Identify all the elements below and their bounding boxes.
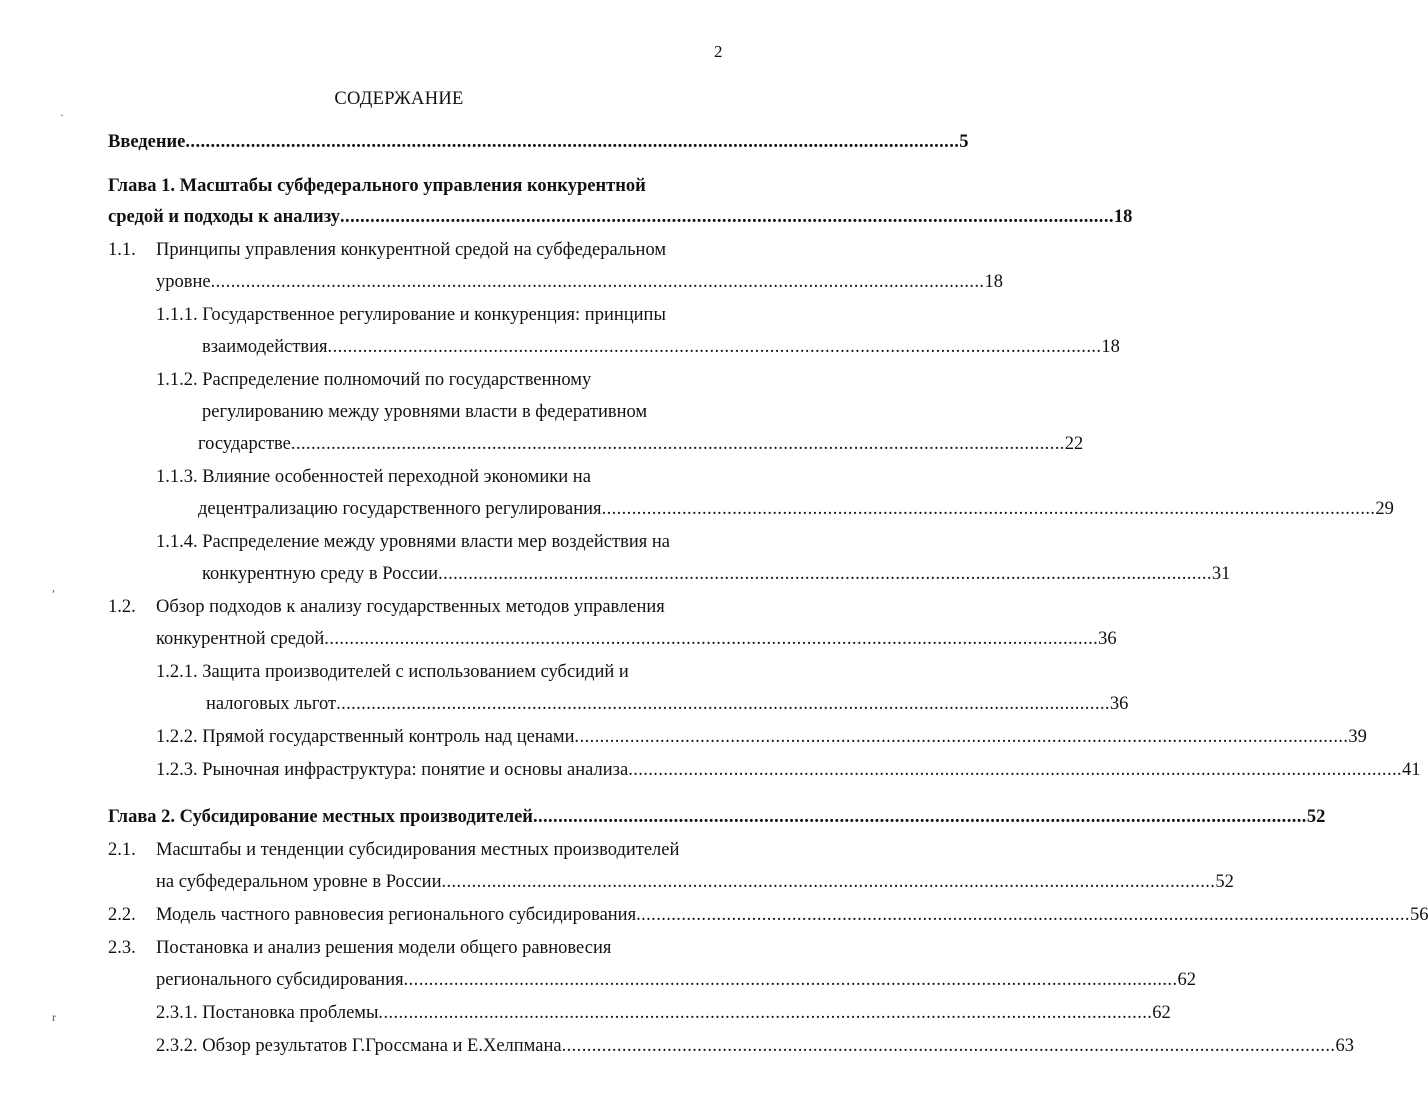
toc-entry-2-3-1[interactable]: 2.3.1. Постановка проблемы .......................................................................................................................................................... 62 <box>156 1003 1171 1023</box>
section-number: 1.2. <box>108 597 136 617</box>
dot-leader: .......................................................................................................................................................... <box>441 872 1216 892</box>
toc-entry-1-1[interactable]: уровне .......................................................................................................................................................... 18 <box>156 272 1003 292</box>
toc-section-1-1-2-title: 1.1.2. Распределение полномочий по государственному <box>156 370 592 390</box>
toc-entry-chapter-2[interactable]: Глава 2. Субсидирование местных производителей .......................................................................................................................................................... 52 <box>108 807 1326 827</box>
toc-entry-1-1-4[interactable]: конкурентную среду в России .......................................................................................................................................................... 31 <box>202 564 1231 584</box>
toc-section-1-2-1-title: 1.2.1. Защита производителей с использованием субсидий и <box>156 662 629 682</box>
page-title: СОДЕРЖАНИЕ <box>334 89 464 109</box>
toc-section-1-1-3-title: 1.1.3. Влияние особенностей переходной экономики на <box>156 467 591 487</box>
section-number: 1.1. <box>108 240 136 260</box>
toc-entry-chapter-1[interactable]: средой и подходы к анализу .......................................................................................................................................................... 18 <box>108 207 1133 227</box>
section-number: 2.2. <box>108 905 136 925</box>
dot-leader: .......................................................................................................................................................... <box>185 132 960 152</box>
toc-entry-2-3[interactable]: регионального субсидирования .......................................................................................................................................................... 62 <box>156 970 1196 990</box>
dot-leader: .......................................................................................................................................................... <box>636 905 1410 925</box>
toc-entry-1-2[interactable]: конкурентной средой .......................................................................................................................................................... 36 <box>156 629 1117 649</box>
toc-entry-1-1-1[interactable]: взаимодействия .......................................................................................................................................................... 18 <box>202 337 1120 357</box>
page-number: 2 <box>714 42 723 61</box>
dot-leader: .......................................................................................................................................................... <box>601 499 1376 519</box>
toc-section-1-2-title: Обзор подходов к анализу государственных методов управления <box>156 597 665 617</box>
dot-leader: .......................................................................................................................................................... <box>438 564 1212 584</box>
toc-entry-1-1-3[interactable]: децентрализацию государственного регулирования .......................................................................................................................................................... 29 <box>198 499 1394 519</box>
dot-leader: .......................................................................................................................................................... <box>327 337 1102 357</box>
scan-mark: ` <box>60 112 64 126</box>
scan-mark: , <box>52 580 55 594</box>
section-number: 2.1. <box>108 840 136 860</box>
toc-entry-1-2-2[interactable]: 1.2.2. Прямой государственный контроль над ценами .......................................................................................................................................................... 39 <box>156 727 1367 747</box>
dot-leader: .......................................................................................................................................................... <box>340 207 1114 227</box>
dot-leader: .......................................................................................................................................................... <box>561 1036 1336 1056</box>
toc-entry-2-1[interactable]: на субфедеральном уровне в России .......................................................................................................................................................... 52 <box>156 872 1234 892</box>
toc-entry-2-2[interactable]: Модель частного равновесия регионального субсидирования .......................................................................................................................................................... 56 <box>156 905 1428 925</box>
toc-entry-1-2-3[interactable]: 1.2.3. Рыночная инфраструктура: понятие и основы анализа .......................................................................................................................................................... 41 <box>156 760 1421 780</box>
dot-leader: .......................................................................................................................................................... <box>628 760 1403 780</box>
dot-leader: .......................................................................................................................................................... <box>336 694 1110 714</box>
toc-section-2-1-title: Масштабы и тенденции субсидирования местных производителей <box>156 840 680 860</box>
dot-leader: .......................................................................................................................................................... <box>378 1003 1153 1023</box>
toc-entry-1-2-1[interactable]: налоговых льгот .......................................................................................................................................................... 36 <box>206 694 1129 714</box>
scan-mark: r <box>52 1010 56 1024</box>
dot-leader: .......................................................................................................................................................... <box>532 807 1307 827</box>
toc-section-1-1-1-title: 1.1.1. Государственное регулирование и конкуренция: принципы <box>156 305 666 325</box>
toc-section-2-3-title: Постановка и анализ решения модели общего равновесия <box>156 938 612 958</box>
toc-section-1-1-2-title-cont: регулированию между уровнями власти в федеративном <box>202 402 648 422</box>
toc-chapter-1-title: Глава 1. Масштабы субфедерального управления конкурентной <box>108 176 646 196</box>
section-number: 2.3. <box>108 938 136 958</box>
dot-leader: .......................................................................................................................................................... <box>574 727 1349 747</box>
dot-leader: .......................................................................................................................................................... <box>290 434 1065 454</box>
dot-leader: .......................................................................................................................................................... <box>403 970 1178 990</box>
dot-leader: .......................................................................................................................................................... <box>324 629 1099 649</box>
toc-section-1-1-4-title: 1.1.4. Распределение между уровнями власти мер воздействия на <box>156 532 670 552</box>
toc-entry-intro[interactable]: Введение .......................................................................................................................................................... 5 <box>108 132 969 152</box>
toc-entry-2-3-2[interactable]: 2.3.2. Обзор результатов Г.Гроссмана и Е.Хелпмана .......................................................................................................................................................... 63 <box>156 1036 1354 1056</box>
toc-entry-1-1-2[interactable]: государстве .......................................................................................................................................................... 22 <box>198 434 1084 454</box>
toc-section-1-1-title: Принципы управления конкурентной средой на субфедеральном <box>156 240 667 260</box>
dot-leader: .......................................................................................................................................................... <box>210 272 985 292</box>
